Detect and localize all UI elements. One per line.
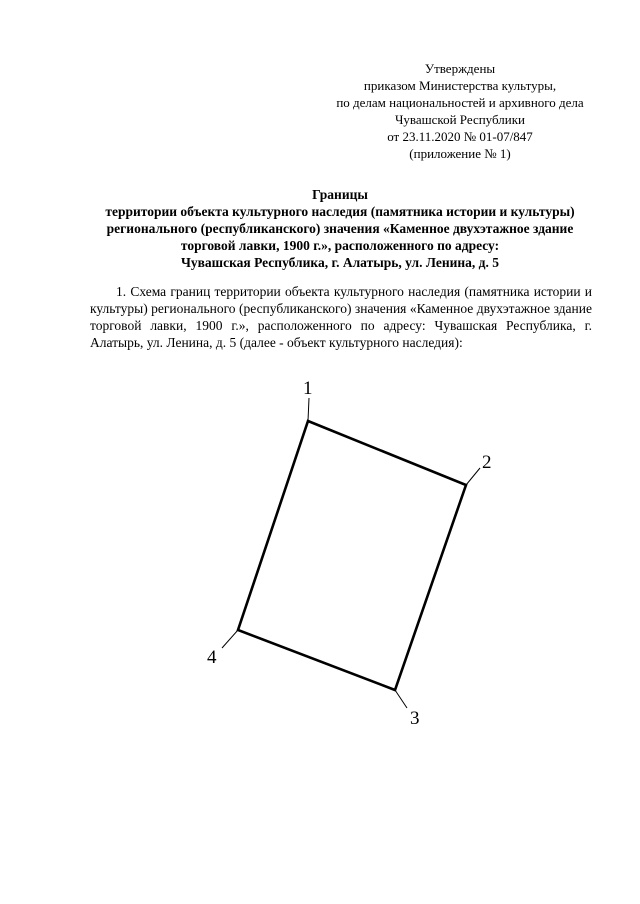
leader-line-3 bbox=[395, 690, 407, 708]
boundary-polygon bbox=[238, 421, 466, 690]
scheme-paragraph: 1. Схема границ территории объекта культурного наследия (памятника истории и культуры) регионального (республиканского) значения «Каменное двухэтажное здание торговой лавки, 1900 г.», расположенного по адресу: Чувашская Республика, г. Алатырь, ул. Ленина, д. 5 (далее - объект культурного наследия): bbox=[90, 284, 592, 350]
point-label-3: 3 bbox=[410, 708, 420, 729]
approval-line: Утверждены bbox=[424, 61, 496, 76]
approval-line: по делам национальностей и архивного дела bbox=[336, 95, 584, 110]
title-line: территории объекта культурного наследия (памятника истории и культуры) bbox=[105, 204, 575, 219]
title-line: Чувашская Республика, г. Алатырь, ул. Ленина, д. 5 bbox=[180, 255, 499, 270]
title-line: торговой лавки, 1900 г.», расположенного по адресу: bbox=[180, 238, 500, 253]
point-label-4: 4 bbox=[207, 647, 217, 668]
point-label-2: 2 bbox=[482, 452, 492, 473]
approval-line: от 23.11.2020 № 01-07/847 bbox=[387, 129, 533, 144]
point-label-1: 1 bbox=[303, 378, 313, 399]
approval-line: приказом Министерства культуры, bbox=[363, 78, 557, 93]
leader-line-2 bbox=[466, 468, 480, 485]
title-line: регионального (республиканского) значения «Каменное двухэтажное здание bbox=[106, 221, 574, 236]
approval-line: (приложение № 1) bbox=[409, 146, 511, 161]
leader-line-4 bbox=[222, 630, 238, 648]
leader-line-1 bbox=[308, 398, 309, 421]
title-line: Границы bbox=[312, 187, 368, 202]
approval-line: Чувашской Республики bbox=[394, 112, 526, 127]
